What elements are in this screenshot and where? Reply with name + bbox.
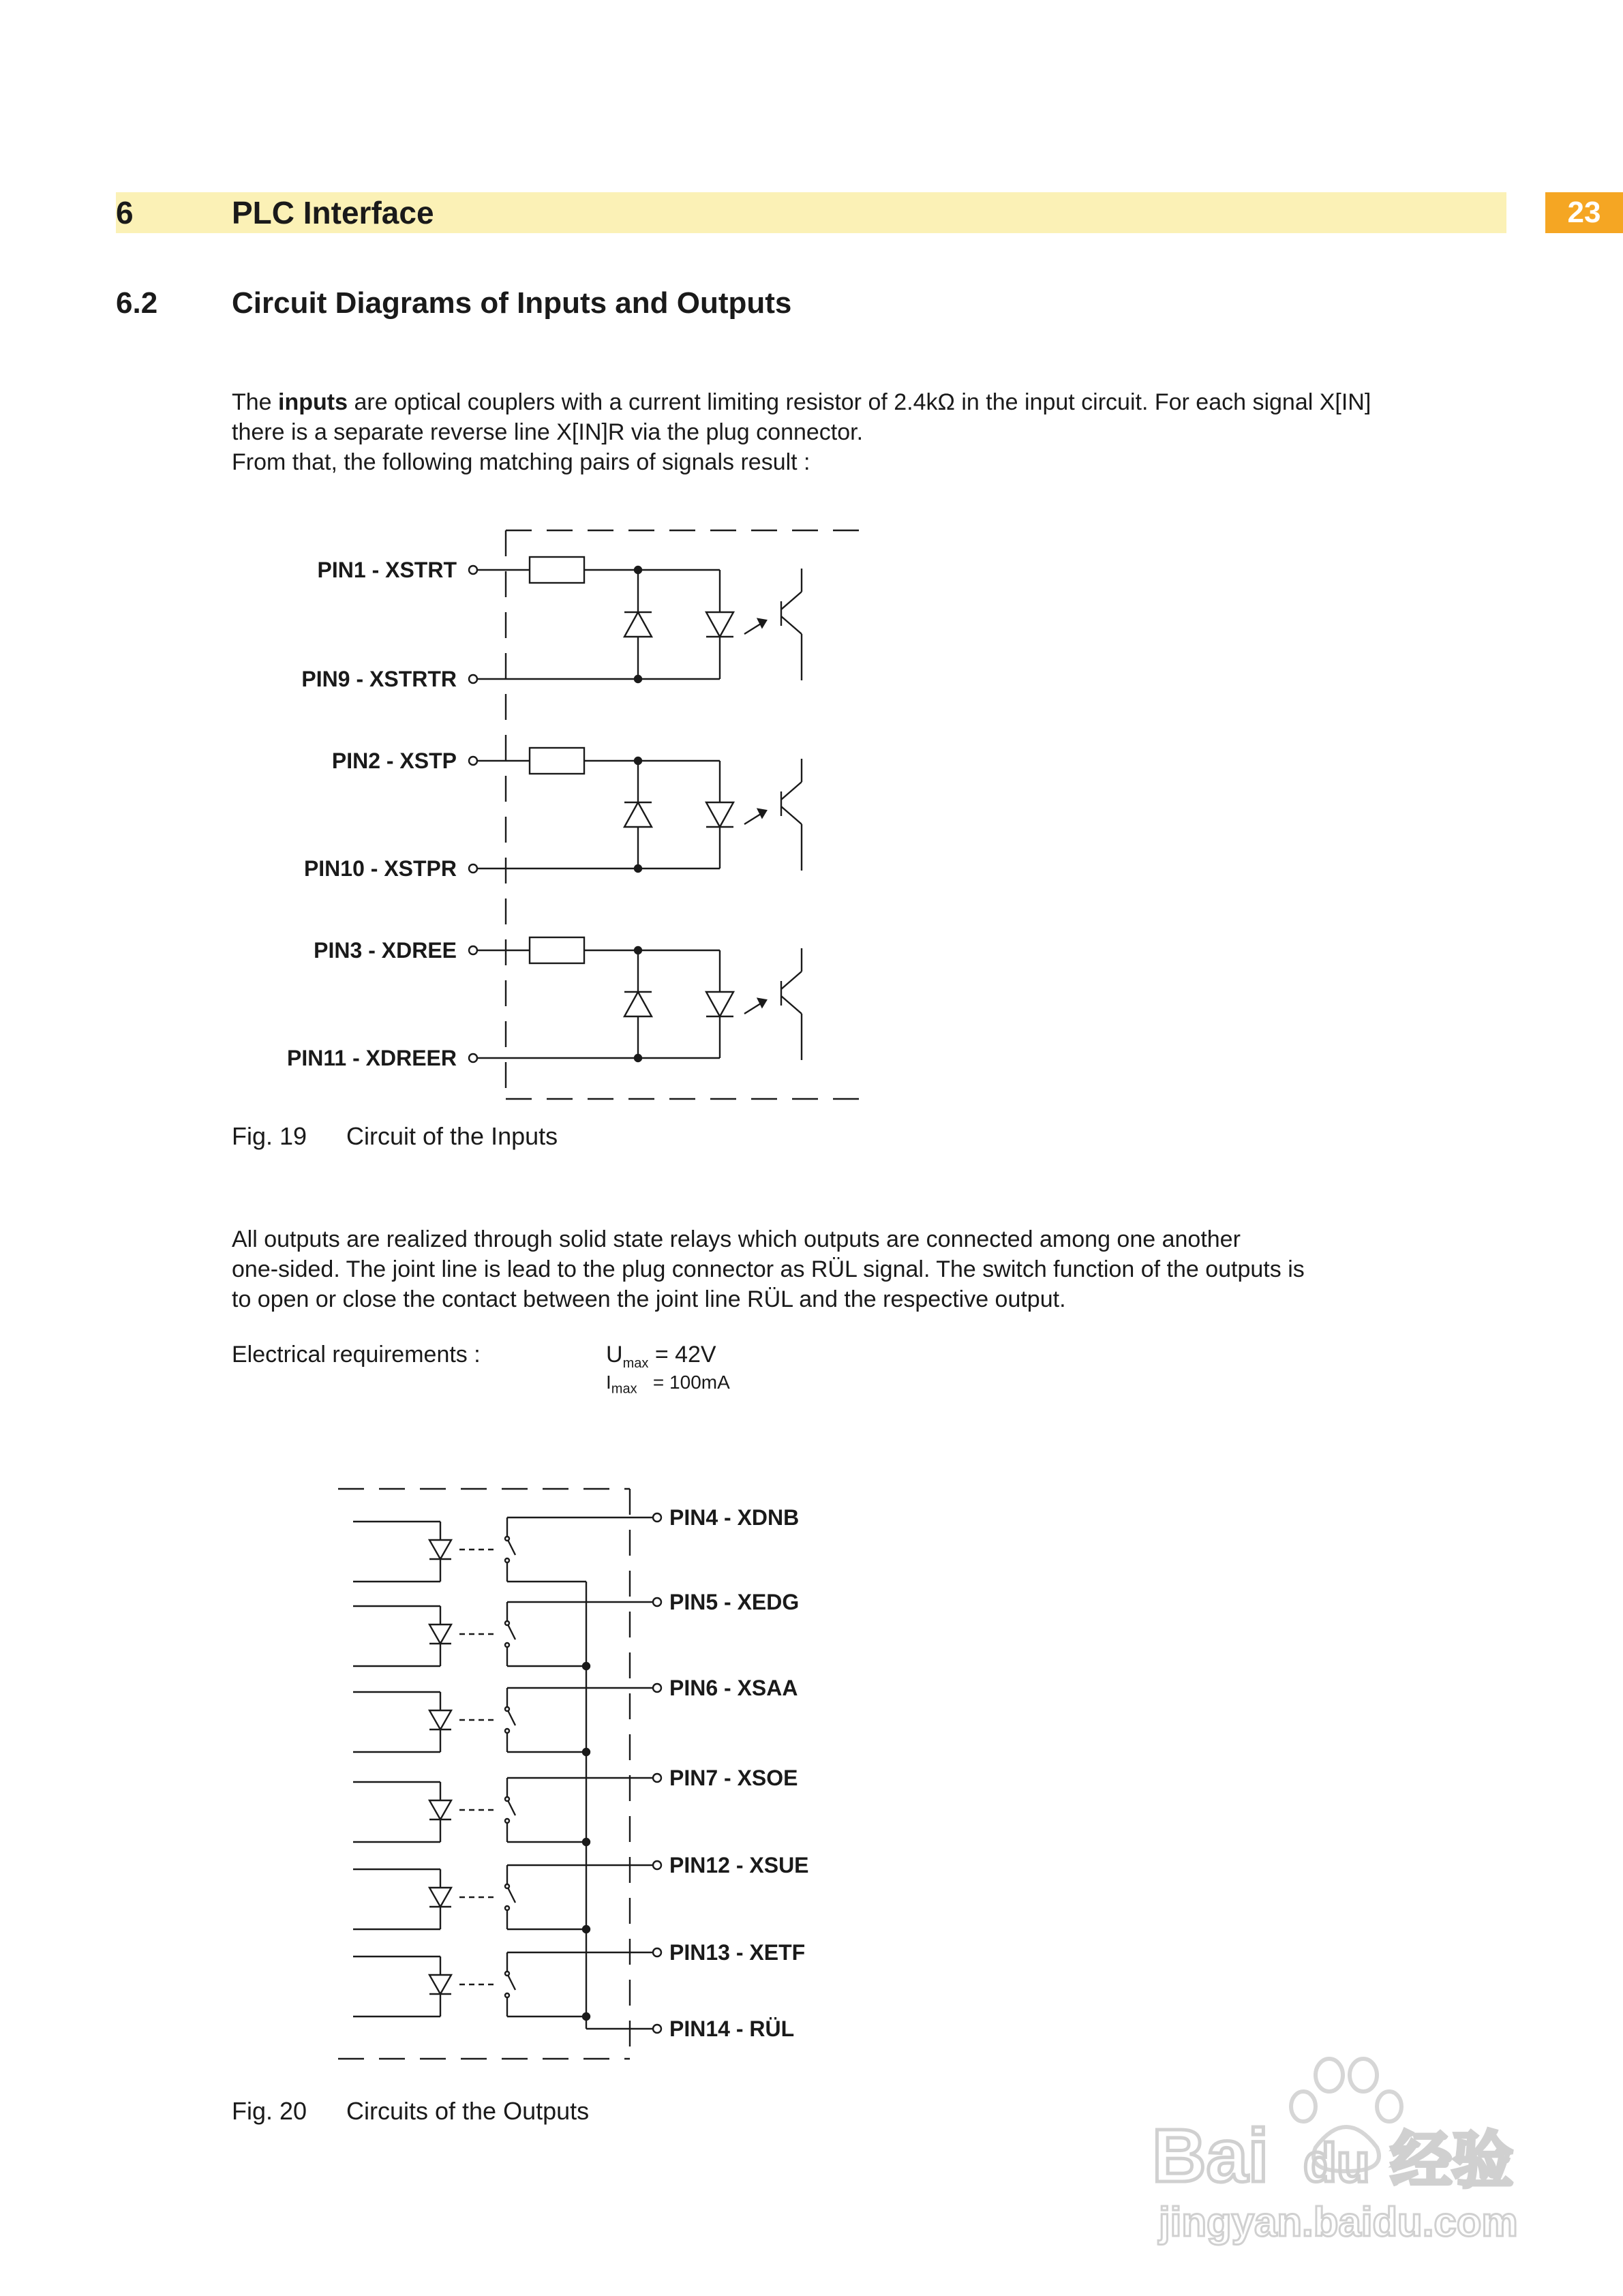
relay-led — [429, 1540, 451, 1559]
pin-terminal — [469, 1054, 477, 1062]
svg-text:du: du — [1303, 2132, 1370, 2193]
intro-line-3: From that, the following matching pairs of signals result : — [232, 449, 810, 475]
chapter-title: PLC Interface — [232, 195, 434, 230]
output-pin-label: PIN6 - XSAA — [669, 1676, 798, 1700]
intro-line-2: there is a separate reverse line X[IN]R via the plug connector. — [232, 419, 864, 445]
pin-terminal — [469, 946, 477, 954]
pin-terminal — [469, 864, 477, 873]
input-pin-label: PIN3 - XDREE — [314, 938, 457, 963]
solid-state-relay — [353, 1952, 653, 2020]
pin-terminal — [653, 1774, 661, 1782]
phototransistor-collector — [781, 971, 802, 989]
phototransistor-emitter — [781, 806, 802, 824]
chapter-number: 6 — [116, 195, 134, 230]
junction-dot — [635, 676, 641, 682]
optocoupler-channel — [469, 748, 802, 873]
junction-dot — [635, 1055, 641, 1061]
relay-led — [429, 1888, 451, 1907]
output-pin-label: PIN12 - XSUE — [669, 1853, 809, 1877]
switch-terminal — [505, 1707, 509, 1711]
protection-diode — [624, 992, 652, 1016]
svg-text:经验: 经验 — [1391, 2127, 1513, 2195]
pin-terminal — [653, 1684, 661, 1692]
output-circuit-diagram — [0, 1432, 1623, 2086]
pin-terminal — [653, 1861, 661, 1869]
switch-terminal — [505, 1537, 509, 1541]
switch-terminal — [505, 1819, 509, 1823]
svg-text:jingyan.baidu.com: jingyan.baidu.com — [1159, 2199, 1518, 2245]
solid-state-relay — [353, 1517, 653, 1582]
outputs-line-2: one-sided. The joint line is lead to the plug connector as RÜL signal. The switch function of the outputs is — [232, 1256, 1305, 1282]
led-diode — [706, 992, 733, 1016]
phototransistor-collector — [781, 592, 802, 609]
resistor — [530, 557, 584, 583]
optocoupler-channel — [469, 937, 802, 1062]
switch-terminal — [505, 1729, 509, 1733]
section-number: 6.2 — [116, 286, 158, 320]
input-pin-label: PIN2 - XSTP — [331, 749, 457, 773]
output-pin-label: PIN5 - XEDG — [669, 1590, 800, 1614]
output-pin-label: PIN13 - XETF — [669, 1940, 806, 1965]
fig19-number: Fig. 19 — [232, 1122, 307, 1150]
solid-state-relay — [353, 1778, 653, 1845]
phototransistor-emitter — [781, 616, 802, 634]
led-diode — [706, 612, 733, 637]
led-diode — [706, 802, 733, 827]
junction-dot — [635, 947, 641, 954]
switch-terminal — [505, 1643, 509, 1647]
pin-terminal — [653, 1598, 661, 1606]
junction-dot — [635, 757, 641, 764]
switch-terminal — [505, 1797, 509, 1801]
relay-led — [429, 1625, 451, 1644]
phototransistor-collector — [781, 782, 802, 800]
switch-terminal — [505, 1884, 509, 1888]
pin-terminal — [653, 1513, 661, 1522]
pin-terminal — [469, 675, 477, 683]
page-number-badge: 23 — [1545, 192, 1623, 233]
pin-terminal — [653, 1948, 661, 1957]
requirement-umax: $U_{max} = 42V$ — [606, 1342, 716, 1371]
junction-dot — [635, 567, 641, 573]
resistor — [530, 748, 584, 774]
protection-diode — [624, 612, 652, 637]
input-pin-label: PIN10 - XSTPR — [303, 856, 457, 881]
optocoupler-channel — [469, 557, 802, 683]
pin-terminal — [653, 2025, 661, 2033]
junction-dot — [583, 2013, 590, 2020]
light-arrow-head — [758, 809, 766, 817]
output-pin-label: PIN14 - RÜL — [669, 2016, 795, 2041]
solid-state-relay — [353, 1688, 653, 1755]
protection-diode — [624, 802, 652, 827]
junction-dot — [583, 1839, 590, 1845]
requirement-imax: $I_{max}$ = 100mA — [606, 1372, 730, 1397]
fig19-caption: Circuit of the Inputs — [346, 1122, 558, 1150]
light-arrow-head — [758, 619, 766, 627]
switch-terminal — [505, 1558, 509, 1562]
junction-dot — [583, 1749, 590, 1755]
switch-terminal — [505, 1993, 509, 1997]
input-pin-label: PIN1 - XSTRT — [317, 558, 457, 582]
section-title: Circuit Diagrams of Inputs and Outputs — [232, 286, 792, 320]
phototransistor-emitter — [781, 996, 802, 1014]
output-pin-label: PIN4 - XDNB — [669, 1505, 800, 1530]
switch-terminal — [505, 1621, 509, 1625]
outputs-line-1: All outputs are realized through solid state relays which outputs are connected among one another — [232, 1226, 1241, 1252]
baidu-jingyan-watermark — [1145, 2052, 1527, 2250]
solid-state-relay — [353, 1602, 653, 1670]
pin-terminal — [469, 566, 477, 574]
relay-led — [429, 1975, 451, 1994]
intro-line-1: The inputs are optical couplers with a current limiting resistor of 2.4kΩ in the input circuit. For each signal X[IN] — [232, 389, 1371, 415]
svg-text:Bai: Bai — [1152, 2114, 1269, 2198]
requirements-label: Electrical requirements : — [232, 1342, 481, 1368]
fig20-caption: Circuits of the Outputs — [346, 2097, 590, 2125]
light-arrow-head — [758, 999, 766, 1007]
fig20-number: Fig. 20 — [232, 2097, 307, 2125]
outputs-line-3: to open or close the contact between the joint line RÜL and the respective output. — [232, 1286, 1066, 1312]
junction-dot — [583, 1926, 590, 1933]
switch-terminal — [505, 1906, 509, 1910]
relay-led — [429, 1800, 451, 1819]
pin-terminal — [469, 757, 477, 765]
junction-dot — [583, 1663, 590, 1670]
relay-led — [429, 1710, 451, 1729]
junction-dot — [635, 865, 641, 872]
solid-state-relay — [353, 1865, 653, 1933]
resistor — [530, 937, 584, 963]
output-pin-label: PIN7 - XSOE — [669, 1766, 798, 1790]
input-pin-label: PIN9 - XSTRTR — [301, 667, 457, 691]
input-pin-label: PIN11 - XDREER — [287, 1046, 457, 1070]
switch-terminal — [505, 1972, 509, 1976]
